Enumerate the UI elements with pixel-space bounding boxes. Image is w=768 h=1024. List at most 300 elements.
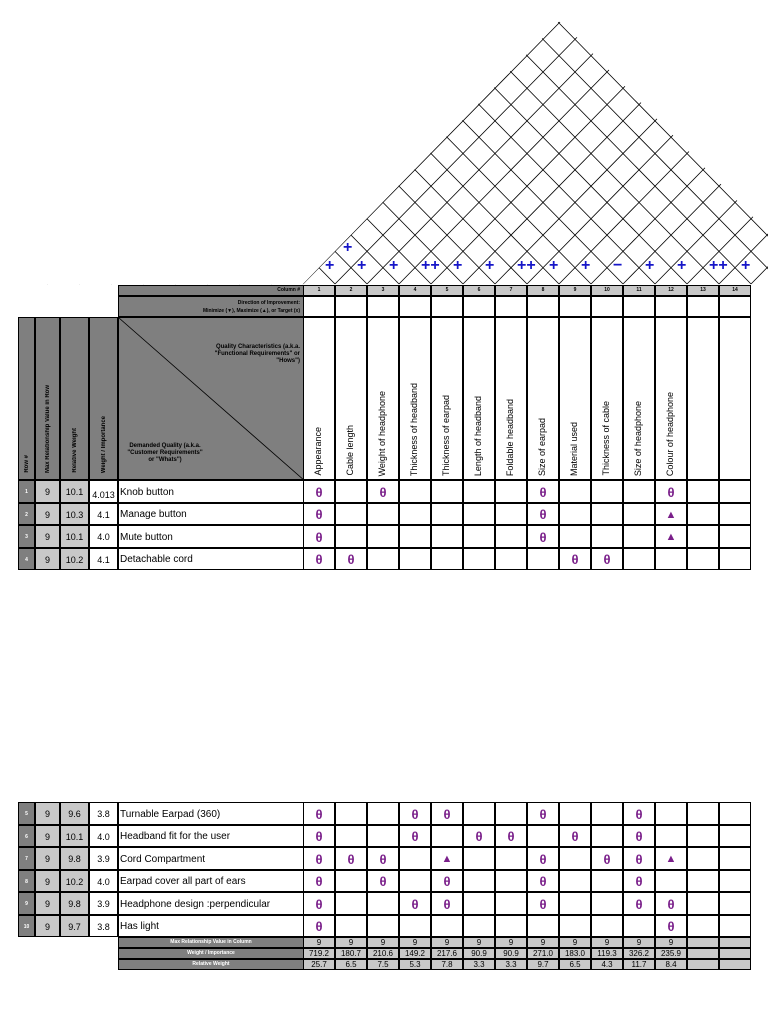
characteristic-header <box>335 317 367 480</box>
relationship-cell[interactable] <box>399 525 431 548</box>
direction-cell[interactable] <box>655 296 687 317</box>
direction-cell[interactable] <box>303 296 335 317</box>
relative-weight: 10.2 <box>60 870 89 892</box>
relationship-cell[interactable]: ▲ <box>655 503 687 525</box>
relative-weight: 10.1 <box>60 525 89 548</box>
relationship-cell[interactable] <box>687 525 719 548</box>
relationship-cell[interactable] <box>527 825 559 847</box>
summary-value: 235.9 <box>655 948 687 959</box>
relationship-cell[interactable]: θ <box>527 480 559 503</box>
demanded-quality[interactable]: Mute button <box>118 525 304 548</box>
correlation-roof <box>0 0 768 290</box>
direction-line-1: Direction of Improvement: <box>237 300 300 306</box>
relationship-cell[interactable] <box>495 802 527 825</box>
relationship-cell[interactable] <box>687 915 719 937</box>
summary-value <box>687 937 719 948</box>
weight-importance: 4.1 <box>89 548 118 570</box>
characteristic-label: Foldable headband <box>505 398 515 476</box>
relationship-cell[interactable]: θ <box>623 870 655 892</box>
characteristic-header <box>559 317 591 480</box>
summary-value: 183.0 <box>559 948 591 959</box>
relationship-cell[interactable] <box>591 802 623 825</box>
relationship-cell[interactable] <box>591 480 623 503</box>
column-number: 12 <box>655 285 687 296</box>
characteristic-header <box>623 317 655 480</box>
relationship-cell[interactable]: θ <box>527 802 559 825</box>
direction-cell[interactable] <box>431 296 463 317</box>
correlation-symbol: ++ <box>709 257 728 274</box>
relationship-cell[interactable]: θ <box>527 847 559 870</box>
max-relationship: 9 <box>35 870 60 892</box>
column-number: 2 <box>335 285 367 296</box>
relationship-cell[interactable]: θ <box>431 870 463 892</box>
relationship-cell[interactable]: θ <box>431 892 463 915</box>
relationship-cell[interactable]: θ <box>303 480 335 503</box>
characteristic-label: Size of headphone <box>633 400 643 476</box>
diagonal-header <box>118 317 304 480</box>
direction-cell[interactable] <box>495 296 527 317</box>
max-relationship: 9 <box>35 847 60 870</box>
relationship-cell[interactable]: θ <box>655 480 687 503</box>
relationship-cell[interactable] <box>399 480 431 503</box>
relationship-cell[interactable] <box>495 480 527 503</box>
summary-value: 210.6 <box>367 948 399 959</box>
relationship-cell[interactable]: θ <box>495 825 527 847</box>
relationship-cell[interactable] <box>655 548 687 570</box>
weight-importance: 4.0 <box>89 525 118 548</box>
max-relationship: 9 <box>35 525 60 548</box>
relationship-cell[interactable]: θ <box>431 802 463 825</box>
summary-value: 9 <box>463 937 495 948</box>
row-number: 4 <box>18 548 35 570</box>
relationship-cell[interactable]: θ <box>623 825 655 847</box>
direction-cell[interactable] <box>527 296 559 317</box>
row-number: 6 <box>18 825 35 847</box>
relationship-cell[interactable]: θ <box>367 847 399 870</box>
relative-weight: 9.6 <box>60 802 89 825</box>
relative-weight: 9.8 <box>60 892 89 915</box>
relationship-cell[interactable] <box>335 503 367 525</box>
relationship-cell[interactable]: ▲ <box>655 847 687 870</box>
summary-value: 9 <box>335 937 367 948</box>
correlation-symbol: + <box>645 257 655 274</box>
column-number: 3 <box>367 285 399 296</box>
summary-value: 9 <box>367 937 399 948</box>
row-number: 7 <box>18 847 35 870</box>
relationship-cell[interactable] <box>463 503 495 525</box>
characteristic-label: Thickness of earpad <box>441 394 451 476</box>
weight-importance: 3.8 <box>89 802 118 825</box>
relationship-cell[interactable]: θ <box>303 525 335 548</box>
relationship-cell[interactable]: θ <box>655 915 687 937</box>
column-number: 11 <box>623 285 655 296</box>
column-number: 4 <box>399 285 431 296</box>
column-number: 10 <box>591 285 623 296</box>
relationship-cell[interactable] <box>399 870 431 892</box>
relationship-cell[interactable] <box>367 548 399 570</box>
row-number: 3 <box>18 525 35 548</box>
relationship-cell[interactable]: θ <box>399 825 431 847</box>
demanded-quality[interactable]: Has light <box>118 915 304 937</box>
summary-value: 5.3 <box>399 959 431 970</box>
relationship-cell[interactable] <box>591 525 623 548</box>
summary-value: 25.7 <box>303 959 335 970</box>
direction-cell[interactable] <box>399 296 431 317</box>
relationship-cell[interactable] <box>495 847 527 870</box>
summary-value: 9 <box>303 937 335 948</box>
relationship-cell[interactable]: θ <box>367 480 399 503</box>
relationship-cell[interactable] <box>719 870 751 892</box>
relationship-cell[interactable] <box>463 480 495 503</box>
relationship-cell[interactable] <box>399 548 431 570</box>
max-relationship: 9 <box>35 480 60 503</box>
quality-characteristics-label: Quality Characteristics (a.k.a. "Functional Requirements" or "Hows") <box>214 344 300 364</box>
relative-weight: 10.3 <box>60 503 89 525</box>
relative-weight: 9.8 <box>60 847 89 870</box>
summary-value <box>687 959 719 970</box>
relationship-cell[interactable] <box>367 915 399 937</box>
row-header-text: Relative Weight <box>71 428 78 473</box>
summary-value: 9 <box>591 937 623 948</box>
correlation-symbol: + <box>389 257 399 274</box>
relationship-cell[interactable] <box>559 525 591 548</box>
relationship-cell[interactable] <box>399 915 431 937</box>
relationship-cell[interactable] <box>431 915 463 937</box>
characteristic-label: Appearance <box>313 427 323 476</box>
relationship-cell[interactable] <box>431 503 463 525</box>
relationship-cell[interactable]: θ <box>527 503 559 525</box>
direction-cell[interactable] <box>463 296 495 317</box>
row-number: 2 <box>18 503 35 525</box>
relative-weight: 10.1 <box>60 480 89 503</box>
relationship-cell[interactable]: θ <box>655 892 687 915</box>
summary-value: 8.4 <box>655 959 687 970</box>
summary-value: 4.3 <box>591 959 623 970</box>
relationship-cell[interactable]: θ <box>623 802 655 825</box>
direction-cell[interactable] <box>367 296 399 317</box>
relationship-cell[interactable] <box>463 915 495 937</box>
summary-value: 7.8 <box>431 959 463 970</box>
characteristic-header <box>495 317 527 480</box>
direction-cell[interactable] <box>335 296 367 317</box>
relationship-cell[interactable] <box>495 892 527 915</box>
correlation-symbol: + <box>549 257 559 274</box>
direction-label <box>118 296 304 317</box>
relationship-cell[interactable]: θ <box>335 847 367 870</box>
relationship-cell[interactable] <box>623 525 655 548</box>
relationship-cell[interactable] <box>335 892 367 915</box>
relationship-cell[interactable] <box>559 802 591 825</box>
relationship-cell[interactable] <box>463 892 495 915</box>
relationship-cell[interactable] <box>719 825 751 847</box>
relationship-cell[interactable] <box>591 870 623 892</box>
summary-label: Weight / Importance <box>118 948 304 959</box>
relationship-cell[interactable] <box>335 915 367 937</box>
summary-value: 90.9 <box>495 948 527 959</box>
relationship-cell[interactable]: θ <box>399 802 431 825</box>
relationship-cell[interactable]: θ <box>367 870 399 892</box>
row-header <box>35 317 60 480</box>
direction-cell[interactable] <box>623 296 655 317</box>
summary-value: 9.7 <box>527 959 559 970</box>
summary-value: 217.6 <box>431 948 463 959</box>
relationship-cell[interactable] <box>335 802 367 825</box>
row-header-text: Max Relationship Value in Row <box>44 384 51 473</box>
relationship-cell[interactable] <box>463 525 495 548</box>
relationship-cell[interactable] <box>719 503 751 525</box>
column-number: 14 <box>719 285 751 296</box>
correlation-symbol: + <box>453 257 463 274</box>
characteristic-label: Cable length <box>345 425 355 476</box>
characteristic-header <box>591 317 623 480</box>
summary-label: Relative Weight <box>118 959 304 970</box>
relationship-cell[interactable] <box>463 847 495 870</box>
relationship-cell[interactable] <box>431 480 463 503</box>
relationship-cell[interactable]: θ <box>591 847 623 870</box>
relationship-cell[interactable]: θ <box>303 847 335 870</box>
relationship-cell[interactable] <box>623 915 655 937</box>
direction-cell[interactable] <box>719 296 751 317</box>
relationship-cell[interactable] <box>719 802 751 825</box>
correlation-symbol: + <box>343 239 353 256</box>
demanded-quality[interactable]: Headband fit for the user <box>118 825 304 847</box>
characteristic-header <box>463 317 495 480</box>
relationship-cell[interactable] <box>687 548 719 570</box>
relationship-cell[interactable] <box>559 480 591 503</box>
relationship-cell[interactable] <box>591 825 623 847</box>
weight-importance: 4.013 <box>89 480 118 503</box>
summary-value: 180.7 <box>335 948 367 959</box>
characteristic-header <box>431 317 463 480</box>
correlation-symbol: + <box>357 257 367 274</box>
row-number: 5 <box>18 802 35 825</box>
summary-label: Max Relationship Value in Column <box>118 937 304 948</box>
demanded-quality[interactable]: Earpad cover all part of ears <box>118 870 304 892</box>
characteristic-header <box>303 317 335 480</box>
relationship-cell[interactable]: θ <box>463 825 495 847</box>
row-number: 9 <box>18 892 35 915</box>
relationship-cell[interactable] <box>431 525 463 548</box>
column-number-label: Column # <box>118 285 304 296</box>
summary-value: 6.5 <box>335 959 367 970</box>
demanded-quality[interactable]: Knob button <box>118 480 304 503</box>
relationship-cell[interactable] <box>591 503 623 525</box>
row-number: 8 <box>18 870 35 892</box>
column-number: 6 <box>463 285 495 296</box>
correlation-symbol: ++ <box>421 257 440 274</box>
correlation-symbol: + <box>581 257 591 274</box>
relationship-cell[interactable] <box>559 847 591 870</box>
demanded-quality[interactable]: Manage button <box>118 503 304 525</box>
summary-value: 719.2 <box>303 948 335 959</box>
summary-value: 326.2 <box>623 948 655 959</box>
characteristic-label: Size of earpad <box>537 417 547 476</box>
relationship-cell[interactable] <box>527 548 559 570</box>
relationship-cell[interactable]: θ <box>527 525 559 548</box>
relationship-cell[interactable] <box>367 503 399 525</box>
relationship-cell[interactable]: θ <box>623 892 655 915</box>
summary-value <box>719 959 751 970</box>
relationship-cell[interactable] <box>623 503 655 525</box>
weight-importance: 3.8 <box>89 915 118 937</box>
relationship-cell[interactable]: θ <box>623 847 655 870</box>
relationship-cell[interactable] <box>495 525 527 548</box>
summary-value: 9 <box>399 937 431 948</box>
row-header <box>89 317 118 480</box>
characteristic-label: Thickness of headband <box>409 382 419 476</box>
relationship-cell[interactable] <box>655 825 687 847</box>
relationship-cell[interactable] <box>623 548 655 570</box>
row-header <box>18 317 35 480</box>
summary-value: 9 <box>527 937 559 948</box>
relationship-cell[interactable]: θ <box>303 870 335 892</box>
demanded-quality[interactable]: Cord Compartment <box>118 847 304 870</box>
demanded-quality[interactable]: Headphone design :perpendicular <box>118 892 304 915</box>
row-header-text: Row # <box>23 455 30 473</box>
characteristic-label: Weight of headphone <box>377 390 387 476</box>
summary-value: 9 <box>655 937 687 948</box>
relationship-cell[interactable] <box>687 870 719 892</box>
relationship-cell[interactable]: ▲ <box>655 525 687 548</box>
characteristic-header <box>367 317 399 480</box>
characteristic-header <box>399 317 431 480</box>
summary-value: 271.0 <box>527 948 559 959</box>
relationship-cell[interactable] <box>495 548 527 570</box>
demanded-quality[interactable]: Turnable Earpad (360) <box>118 802 304 825</box>
relationship-cell[interactable] <box>399 847 431 870</box>
relationship-cell[interactable]: θ <box>559 548 591 570</box>
relationship-cell[interactable] <box>463 802 495 825</box>
relationship-cell[interactable] <box>687 892 719 915</box>
summary-value: 119.3 <box>591 948 623 959</box>
relationship-cell[interactable] <box>655 870 687 892</box>
direction-cell[interactable] <box>591 296 623 317</box>
summary-value <box>719 937 751 948</box>
relationship-cell[interactable]: θ <box>303 892 335 915</box>
summary-value: 3.3 <box>495 959 527 970</box>
relative-weight: 10.1 <box>60 825 89 847</box>
relationship-cell[interactable] <box>719 480 751 503</box>
summary-value: 11.7 <box>623 959 655 970</box>
relationship-cell[interactable] <box>399 503 431 525</box>
direction-cell[interactable] <box>559 296 591 317</box>
relationship-cell[interactable] <box>335 870 367 892</box>
relationship-cell[interactable] <box>559 892 591 915</box>
column-number: 1 <box>303 285 335 296</box>
row-number: 1 <box>18 480 35 503</box>
weight-importance: 3.9 <box>89 892 118 915</box>
relationship-cell[interactable] <box>367 802 399 825</box>
relationship-cell[interactable] <box>687 802 719 825</box>
relative-weight: 9.7 <box>60 915 89 937</box>
relationship-cell[interactable] <box>719 892 751 915</box>
relationship-cell[interactable] <box>719 525 751 548</box>
row-number: 10 <box>18 915 35 937</box>
relationship-cell[interactable]: θ <box>527 870 559 892</box>
relationship-cell[interactable]: θ <box>335 548 367 570</box>
relationship-cell[interactable] <box>367 825 399 847</box>
row-header-text: Weight / Importance <box>100 415 107 473</box>
weight-importance: 3.9 <box>89 847 118 870</box>
relationship-cell[interactable]: θ <box>559 825 591 847</box>
relationship-cell[interactable]: ▲ <box>431 847 463 870</box>
summary-value: 6.5 <box>559 959 591 970</box>
relationship-cell[interactable] <box>527 915 559 937</box>
relationship-cell[interactable] <box>463 548 495 570</box>
relationship-cell[interactable]: θ <box>303 548 335 570</box>
correlation-symbol: ++ <box>517 257 536 274</box>
relationship-cell[interactable] <box>559 915 591 937</box>
characteristic-label: Length of headband <box>473 395 483 476</box>
direction-line-2: Minimize (▼), Maximize (▲), or Target (x) <box>202 308 300 314</box>
weight-importance: 4.0 <box>89 825 118 847</box>
relationship-cell[interactable] <box>367 892 399 915</box>
summary-value: 7.5 <box>367 959 399 970</box>
summary-value: 9 <box>623 937 655 948</box>
relationship-cell[interactable] <box>719 915 751 937</box>
summary-value: 9 <box>431 937 463 948</box>
column-number: 13 <box>687 285 719 296</box>
correlation-symbol: + <box>677 257 687 274</box>
relationship-cell[interactable] <box>431 548 463 570</box>
relationship-cell[interactable]: θ <box>591 548 623 570</box>
characteristic-header <box>655 317 687 480</box>
summary-value: 9 <box>559 937 591 948</box>
relationship-cell[interactable] <box>335 480 367 503</box>
relationship-cell[interactable] <box>495 870 527 892</box>
direction-cell[interactable] <box>687 296 719 317</box>
summary-value: 149.2 <box>399 948 431 959</box>
relationship-cell[interactable] <box>495 503 527 525</box>
relationship-cell[interactable] <box>591 892 623 915</box>
characteristic-header <box>527 317 559 480</box>
characteristic-label: Material used <box>569 421 579 476</box>
relationship-cell[interactable] <box>463 870 495 892</box>
max-relationship: 9 <box>35 503 60 525</box>
relationship-cell[interactable] <box>687 480 719 503</box>
relationship-cell[interactable] <box>591 915 623 937</box>
relationship-cell[interactable] <box>367 525 399 548</box>
demanded-quality-label: Demanded Quality (a.k.a. "Customer Requirements" or "Whats") <box>127 443 203 463</box>
relationship-cell[interactable] <box>687 825 719 847</box>
relationship-cell[interactable] <box>495 915 527 937</box>
relationship-cell[interactable]: θ <box>527 892 559 915</box>
relationship-cell[interactable] <box>623 480 655 503</box>
correlation-symbol: − <box>613 257 623 274</box>
relationship-cell[interactable] <box>335 525 367 548</box>
relationship-cell[interactable] <box>559 503 591 525</box>
relationship-cell[interactable]: θ <box>399 892 431 915</box>
relationship-cell[interactable] <box>655 802 687 825</box>
relationship-cell[interactable]: θ <box>303 825 335 847</box>
relationship-cell[interactable]: θ <box>303 802 335 825</box>
relationship-cell[interactable]: θ <box>303 915 335 937</box>
column-number: 5 <box>431 285 463 296</box>
correlation-symbol: + <box>741 257 751 274</box>
relationship-cell[interactable] <box>559 870 591 892</box>
relationship-cell[interactable] <box>719 548 751 570</box>
relationship-cell[interactable] <box>335 825 367 847</box>
summary-value <box>719 948 751 959</box>
summary-value: 90.9 <box>463 948 495 959</box>
relationship-cell[interactable]: θ <box>303 503 335 525</box>
relationship-cell[interactable] <box>431 825 463 847</box>
relationship-cell[interactable] <box>687 847 719 870</box>
relationship-cell[interactable] <box>719 847 751 870</box>
weight-importance: 4.0 <box>89 870 118 892</box>
relationship-cell[interactable] <box>687 503 719 525</box>
demanded-quality[interactable]: Detachable cord <box>118 548 304 570</box>
